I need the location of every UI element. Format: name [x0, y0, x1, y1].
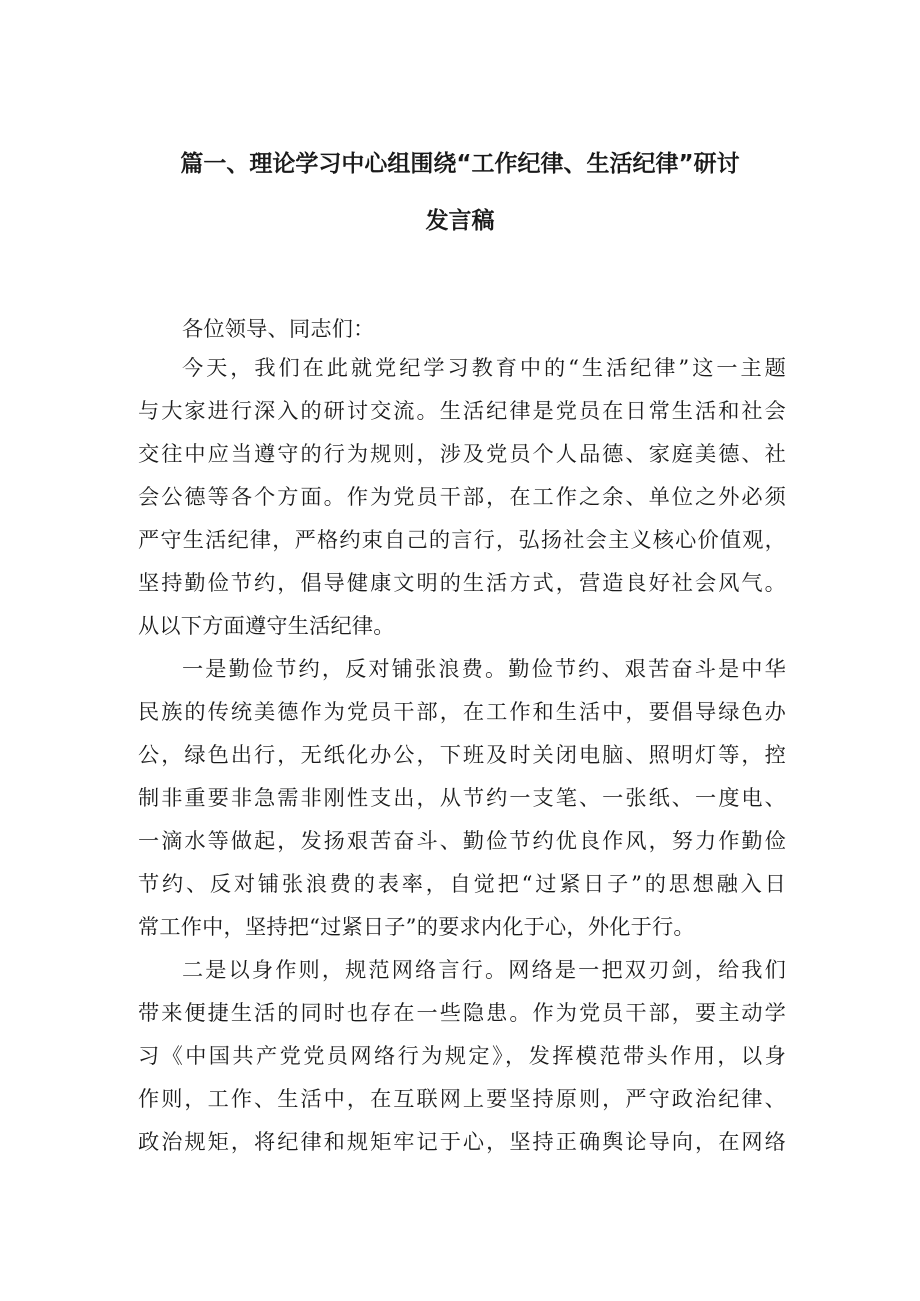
paragraph-1-line-2: 与大家进行深入的研讨交流。生活纪律是党员在日常生活和社会: [138, 398, 786, 423]
paragraph-1-line-7: 从以下方面遵守生活纪律。: [138, 613, 395, 638]
paragraph-1-line-1: 今天，我们在此就党纪学习教育中的“生活纪律”这一主题: [182, 355, 786, 380]
document-title-line-1: 篇一、理论学习中心组围绕“工作纪律、生活纪律”研讨: [180, 151, 740, 177]
paragraph-3-line-4: 作则，工作、生活中，在互联网上要坚持原则，严守政治纪律、: [138, 1086, 786, 1111]
paragraph-2-line-4: 制非重要非急需非刚性支出，从节约一支笔、一张纸、一度电、: [138, 785, 786, 810]
paragraph-3-line-2: 带来便捷生活的同时也存在一些隐患。作为党员干部，要主动学: [138, 1000, 786, 1025]
paragraph-1-line-6: 坚持勤俭节约，倡导健康文明的生活方式，营造良好社会风气。: [138, 570, 786, 595]
document-title-line-2: 发言稿: [425, 208, 495, 234]
paragraph-1-line-3: 交往中应当遵守的行为规则，涉及党员个人品德、家庭美德、社: [138, 441, 786, 466]
paragraph-1-line-4: 会公德等各个方面。作为党员干部，在工作之余、单位之外必须: [138, 484, 786, 509]
paragraph-2-line-6: 节约、反对铺张浪费的表率，自觉把“过紧日子”的思想融入日: [138, 871, 786, 896]
paragraph-3-line-3: 习《中国共产党党员网络行为规定》，发挥模范带头作用，以身: [138, 1043, 786, 1068]
paragraph-2-line-7: 常工作中，坚持把“过紧日子”的要求内化于心，外化于行。: [138, 914, 695, 939]
paragraph-2-line-1: 一是勤俭节约，反对铺张浪费。勤俭节约、艰苦奋斗是中华: [182, 656, 786, 681]
paragraph-3-line-5: 政治规矩，将纪律和规矩牢记于心，坚持正确舆论导向，在网络: [138, 1129, 786, 1154]
paragraph-2-line-3: 公，绿色出行，无纸化办公，下班及时关闭电脑、照明灯等，控: [138, 742, 786, 767]
paragraph-1-line-5: 严守生活纪律，严格约束自己的言行，弘扬社会主义核心价值观，: [138, 527, 786, 552]
paragraph-2-line-2: 民族的传统美德作为党员干部，在工作和生活中，要倡导绿色办: [138, 699, 786, 724]
paragraph-2-line-5: 一滴水等做起，发扬艰苦奋斗、勤俭节约优良作风，努力作勤俭: [138, 828, 786, 853]
salutation: 各位领导、同志们：: [182, 316, 375, 341]
paragraph-3-line-1: 二是以身作则，规范网络言行。网络是一把双刃剑，给我们: [182, 957, 786, 982]
